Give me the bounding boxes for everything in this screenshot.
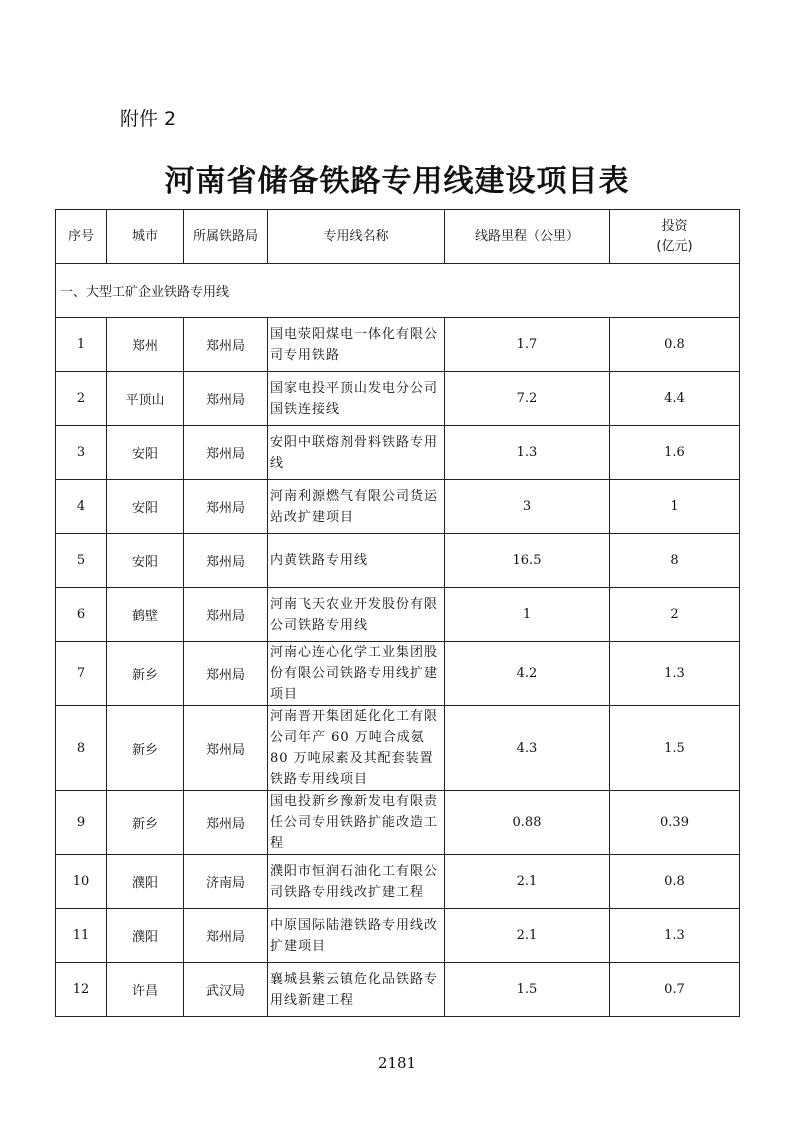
cell-length: 4.3 [445, 706, 610, 791]
header-investment-line2: (亿元) [656, 238, 693, 254]
cell-length: 7.2 [445, 372, 610, 426]
attachment-label: 附件 2 [120, 108, 177, 130]
cell-name: 安阳中联熔剂骨料铁路专用线 [268, 426, 445, 480]
project-table [55, 209, 740, 1017]
cell-name: 国电投新乡豫新发电有限责任公司专用铁路扩能改造工程 [268, 791, 445, 855]
cell-index: 8 [56, 706, 107, 791]
cell-index: 3 [56, 426, 107, 480]
header-length: 线路里程（公里） [445, 210, 610, 264]
cell-investment: 1 [610, 480, 740, 534]
cell-length: 2.1 [445, 855, 610, 909]
cell-city: 许昌 [107, 963, 184, 1017]
cell-name: 国电荥阳煤电一体化有限公司专用铁路 [268, 318, 445, 372]
cell-investment: 1.3 [610, 642, 740, 706]
cell-investment: 0.39 [610, 791, 740, 855]
cell-index: 2 [56, 372, 107, 426]
cell-city: 濮阳 [107, 909, 184, 963]
cell-length: 16.5 [445, 534, 610, 588]
header-name: 专用线名称 [268, 210, 445, 264]
cell-investment: 0.8 [610, 855, 740, 909]
document-title: 河南省储备铁路专用线建设项目表 [164, 164, 630, 199]
header-investment [610, 210, 740, 264]
table-row [56, 706, 740, 791]
cell-name: 襄城县紫云镇危化品铁路专用线新建工程 [268, 963, 445, 1017]
table-row [56, 855, 740, 909]
cell-bureau: 郑州局 [184, 426, 268, 480]
cell-length: 4.2 [445, 642, 610, 706]
header-row [56, 210, 740, 264]
cell-name: 河南利源燃气有限公司货运站改扩建项目 [268, 480, 445, 534]
table-row [56, 426, 740, 480]
section-title: 一、大型工矿企业铁路专用线 [56, 264, 740, 318]
cell-investment: 1.6 [610, 426, 740, 480]
cell-index: 9 [56, 791, 107, 855]
cell-length: 0.88 [445, 791, 610, 855]
cell-name: 濮阳市恒润石油化工有限公司铁路专用线改扩建工程 [268, 855, 445, 909]
cell-bureau: 郑州局 [184, 480, 268, 534]
cell-name: 内黄铁路专用线 [268, 534, 445, 588]
cell-bureau: 济南局 [184, 855, 268, 909]
cell-city: 新乡 [107, 706, 184, 791]
cell-city: 安阳 [107, 534, 184, 588]
cell-city: 平顶山 [107, 372, 184, 426]
header-bureau: 所属铁路局 [184, 210, 268, 264]
cell-length: 3 [445, 480, 610, 534]
table-row [56, 909, 740, 963]
table-row [56, 318, 740, 372]
table-row [56, 791, 740, 855]
cell-investment: 8 [610, 534, 740, 588]
cell-name: 河南心连心化学工业集团股份有限公司铁路专用线扩建项目 [268, 642, 445, 706]
cell-bureau: 郑州局 [184, 318, 268, 372]
cell-city: 新乡 [107, 791, 184, 855]
cell-index: 5 [56, 534, 107, 588]
cell-bureau: 郑州局 [184, 791, 268, 855]
cell-city: 安阳 [107, 480, 184, 534]
cell-bureau: 郑州局 [184, 706, 268, 791]
cell-name: 河南飞天农业开发股份有限公司铁路专用线 [268, 588, 445, 642]
cell-index: 7 [56, 642, 107, 706]
cell-bureau: 郑州局 [184, 588, 268, 642]
cell-length: 1.5 [445, 963, 610, 1017]
cell-index: 10 [56, 855, 107, 909]
cell-bureau: 郑州局 [184, 642, 268, 706]
cell-bureau: 武汉局 [184, 963, 268, 1017]
cell-length: 1.3 [445, 426, 610, 480]
table-row [56, 534, 740, 588]
header-city: 城市 [107, 210, 184, 264]
cell-city: 新乡 [107, 642, 184, 706]
cell-name: 中原国际陆港铁路专用线改扩建项目 [268, 909, 445, 963]
cell-bureau: 郑州局 [184, 534, 268, 588]
cell-investment: 0.8 [610, 318, 740, 372]
section-row [56, 264, 740, 318]
cell-city: 濮阳 [107, 855, 184, 909]
table-row [56, 642, 740, 706]
cell-index: 11 [56, 909, 107, 963]
cell-city: 鹤壁 [107, 588, 184, 642]
cell-investment: 0.7 [610, 963, 740, 1017]
cell-investment: 1.5 [610, 706, 740, 791]
cell-length: 1.7 [445, 318, 610, 372]
cell-city: 安阳 [107, 426, 184, 480]
cell-investment: 1.3 [610, 909, 740, 963]
cell-name: 河南晋开集团延化化工有限公司年产 60 万吨合成氨 80 万吨尿素及其配套装置铁路专用线项目 [268, 706, 445, 791]
cell-length: 1 [445, 588, 610, 642]
cell-index: 12 [56, 963, 107, 1017]
cell-city: 郑州 [107, 318, 184, 372]
cell-name: 国家电投平顶山发电分公司国铁连接线 [268, 372, 445, 426]
table-row [56, 372, 740, 426]
header-investment-line1: 投资 [661, 218, 688, 234]
table-row [56, 480, 740, 534]
page-number: 2181 [377, 1054, 417, 1072]
cell-index: 1 [56, 318, 107, 372]
cell-bureau: 郑州局 [184, 372, 268, 426]
cell-length: 2.1 [445, 909, 610, 963]
cell-investment: 2 [610, 588, 740, 642]
cell-investment: 4.4 [610, 372, 740, 426]
cell-index: 6 [56, 588, 107, 642]
table-row [56, 588, 740, 642]
table-row [56, 963, 740, 1017]
cell-index: 4 [56, 480, 107, 534]
header-index: 序号 [56, 210, 107, 264]
cell-bureau: 郑州局 [184, 909, 268, 963]
